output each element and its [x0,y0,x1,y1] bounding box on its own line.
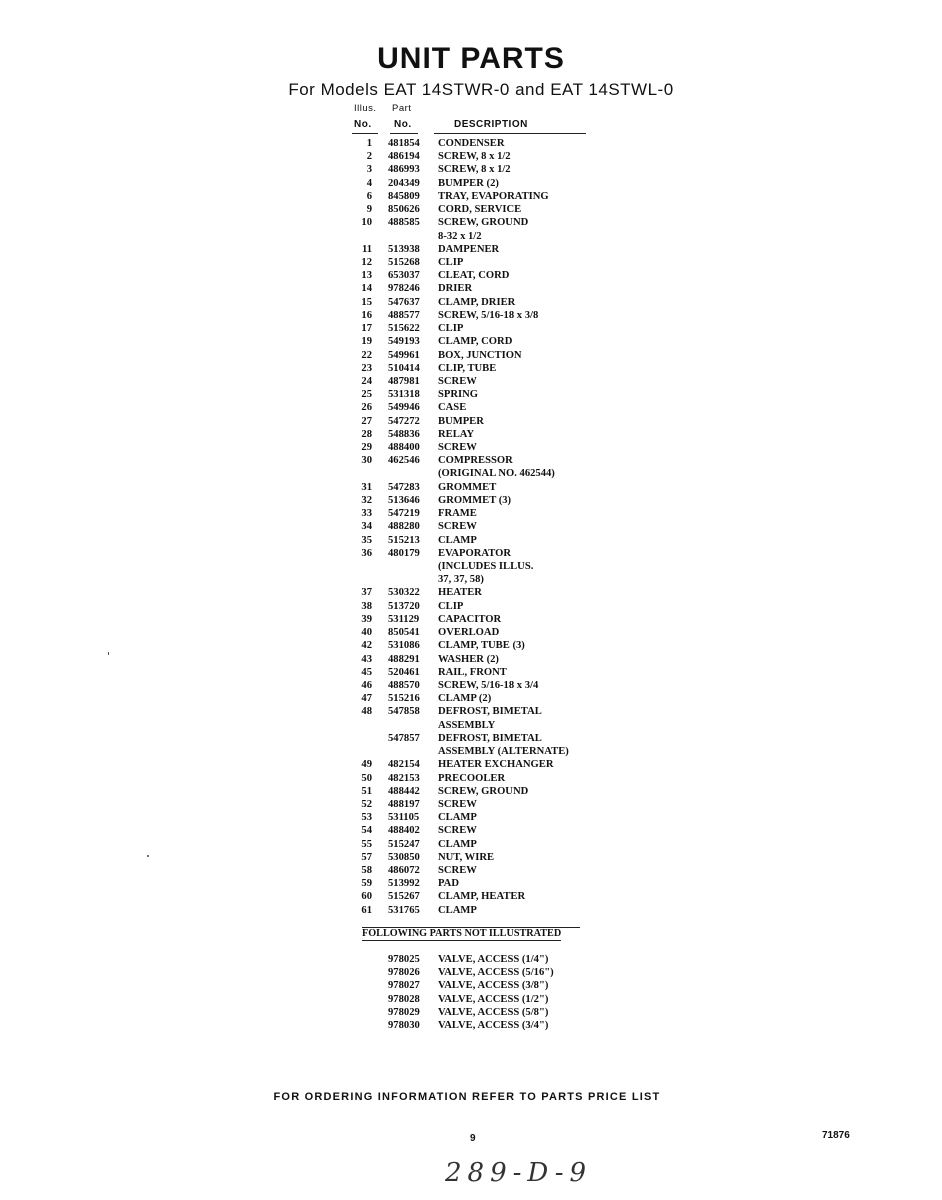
part-number: 515268 [388,256,420,268]
part-description: VALVE, ACCESS (5/16") [438,967,554,979]
part-description: SCREW [438,825,477,837]
illus-number: 11 [361,243,372,255]
table-row [354,798,594,811]
scan-speck [147,855,149,857]
illus-number: 9 [366,204,372,216]
part-description: SCREW, 8 x 1/2 [438,151,511,163]
part-description: CLAMP (2) [438,693,492,705]
part-number: 513720 [388,600,420,612]
part-description: BOX, JUNCTION [438,349,522,361]
part-number: 515267 [388,891,420,903]
illus-number: 53 [361,812,372,824]
part-number: 488570 [388,679,420,691]
part-number: 488577 [388,309,420,321]
table-row [354,745,594,758]
illus-number: 1 [366,138,372,149]
part-description: SCREW, 8 x 1/2 [438,164,511,176]
table-row [354,758,594,771]
page-subtitle: For Models EAT 14STWR-0 and EAT 14STWL-0 [288,80,674,99]
part-description: SCREW, GROUND [438,785,529,797]
table-row [354,137,594,150]
illus-number: 61 [361,904,372,916]
part-number: 488585 [388,217,420,229]
illus-number: 17 [361,323,372,335]
part-description: COMPRESSOR [438,455,513,467]
table-row [354,163,594,176]
part-number: 515216 [388,693,420,705]
part-description: OVERLOAD [438,627,500,639]
illus-number: 6 [366,190,372,202]
header-rule-desc [434,133,586,134]
table-row [354,732,594,745]
illus-number: 40 [361,627,372,639]
part-number: 547219 [388,508,420,520]
part-description: CORD, SERVICE [438,204,522,216]
illus-number: 35 [361,534,372,546]
table-row [354,375,594,388]
part-description: GROMMET (3) [438,494,512,506]
part-description: VALVE, ACCESS (3/4") [438,1020,549,1032]
table-row [354,335,594,348]
illus-number: 58 [361,865,372,877]
part-description: (INCLUDES ILLUS. [438,561,534,572]
part-description: CLIP [438,323,464,335]
part-description: CONDENSER [438,138,505,149]
part-number: 482153 [388,772,420,784]
table-row [354,864,594,877]
illus-number: 55 [361,838,372,850]
part-description: CLIP, TUBE [438,362,497,374]
part-description: CLEAT, CORD [438,270,510,282]
table-row [354,573,594,586]
part-description: CLIP [438,600,464,612]
part-description: ASSEMBLY [438,719,496,731]
table-row [354,838,594,851]
part-number: 204349 [388,177,420,189]
illus-number: 47 [361,693,372,705]
part-number: 978030 [388,1020,420,1032]
illus-number: 19 [361,336,372,348]
illus-number: 48 [361,706,372,718]
part-description: 37, 37, 58) [438,574,484,586]
document-number: 71876 [822,1130,850,1141]
part-description: ASSEMBLY (ALTERNATE) [438,746,569,758]
table-row [354,811,594,824]
part-number: 978025 [388,954,420,965]
part-number: 488442 [388,785,420,797]
part-description: DRIER [438,283,473,295]
illus-number: 46 [361,679,372,691]
part-description: SCREW [438,375,477,387]
table-row [354,520,594,533]
part-description: CLAMP [438,812,477,824]
table-row [354,388,594,401]
table-row [354,586,594,599]
table-row [354,890,594,903]
illus-number: 45 [361,666,372,678]
part-description: SCREW [438,798,477,810]
part-number: 547637 [388,296,420,308]
part-number: 531086 [388,640,420,652]
part-number: 978028 [388,993,420,1005]
part-number: 515622 [388,323,420,335]
illus-number: 31 [361,481,372,493]
part-description: HEATER EXCHANGER [438,759,554,771]
illus-number: 14 [361,283,372,295]
part-description: VALVE, ACCESS (3/8") [438,980,549,992]
part-description: DAMPENER [438,243,500,255]
illus-number: 27 [361,415,372,427]
part-description: SCREW [438,865,477,877]
part-description: WASHER (2) [438,653,499,665]
part-number: 531765 [388,904,420,916]
illus-number: 50 [361,772,372,784]
part-description: SCREW, 5/16-18 x 3/8 [438,309,539,321]
table-row [354,613,594,626]
handwritten-note: 289-D-9 [445,1158,593,1188]
table-row [354,692,594,705]
part-number: 488402 [388,825,420,837]
parts-list [354,137,594,917]
part-description: CLAMP, CORD [438,336,513,348]
part-description: CLAMP, TUBE (3) [438,640,525,652]
table-row [354,401,594,414]
part-description: VALVE, ACCESS (5/8") [438,1006,549,1018]
part-number: 531105 [388,812,420,824]
part-number: 549961 [388,349,420,361]
part-number: 978027 [388,980,420,992]
illus-number: 24 [361,375,372,387]
illus-number: 13 [361,270,372,282]
part-number: 486194 [388,151,420,163]
part-description: CLIP [438,256,464,268]
illus-number: 32 [361,494,372,506]
header-rule-part [390,133,418,134]
table-row [354,467,594,480]
part-number: 531129 [388,613,420,625]
part-description: HEATER [438,587,482,599]
table-row [354,190,594,203]
part-description: (ORIGINAL NO. 462544) [438,468,555,480]
illus-number: 37 [361,587,372,599]
part-number: 515247 [388,838,420,850]
header-illus-label: Illus. [354,103,377,114]
ordering-footer: FOR ORDERING INFORMATION REFER TO PARTS PRICE LIST [273,1091,661,1103]
illus-number: 2 [366,151,372,163]
part-number: 547272 [388,415,420,427]
table-row [354,269,594,282]
illus-number: 12 [361,256,372,268]
table-row [354,626,594,639]
table-row [354,428,594,441]
part-description: CLAMP, DRIER [438,296,516,308]
part-number: 520461 [388,666,420,678]
part-number: 978026 [388,967,420,979]
illus-number: 15 [361,296,372,308]
part-number: 547283 [388,481,420,493]
part-description: DEFROST, BIMETAL [438,706,542,718]
page-title: UNIT PARTS [377,42,565,75]
part-description: EVAPORATOR [438,547,511,559]
table-row [354,282,594,295]
part-number: 513992 [388,878,420,890]
table-row [354,243,594,256]
header-part-label: Part [392,103,412,114]
part-number: 480179 [388,547,420,559]
part-number: 549193 [388,336,420,348]
part-number: 513938 [388,243,420,255]
part-description: CAPACITOR [438,613,502,625]
illus-number: 4 [366,177,372,189]
table-row [354,560,594,573]
table-row [354,851,594,864]
part-description: PRECOOLER [438,772,506,784]
illus-number: 3 [366,164,372,176]
table-row [354,177,594,190]
part-description: RELAY [438,428,475,440]
table-row [354,534,594,547]
table-row [354,296,594,309]
following-parts-heading: FOLLOWING PARTS NOT ILLUSTRATED [362,928,562,939]
table-row [354,705,594,718]
header-description: DESCRIPTION [454,119,528,130]
part-number: 488400 [388,442,420,454]
part-number: 531318 [388,389,420,401]
part-number: 488291 [388,653,420,665]
part-description: TRAY, EVAPORATING [438,190,549,202]
table-row [354,230,594,243]
table-row [354,216,594,229]
part-description: SCREW, 5/16-18 x 3/4 [438,679,539,691]
illus-number: 59 [361,878,372,890]
illus-number: 49 [361,759,372,771]
illus-number: 51 [361,785,372,797]
part-description: SCREW [438,442,477,454]
header-part-no: No. [394,119,412,130]
table-row [354,481,594,494]
table-row [354,653,594,666]
table-row [354,600,594,613]
table-row [354,785,594,798]
part-number: 547857 [388,732,420,744]
part-description: SCREW, GROUND [438,217,529,229]
illus-number: 30 [361,455,372,467]
table-row [354,679,594,692]
part-description: GROMMET [438,481,497,493]
part-description: BUMPER (2) [438,177,499,189]
table-row [354,639,594,652]
part-number: 549946 [388,402,420,414]
part-number: 653037 [388,270,420,282]
table-row [354,441,594,454]
header-illus-no: No. [354,119,372,130]
part-description: FRAME [438,508,477,520]
table-row [354,494,594,507]
part-number: 486993 [388,164,420,176]
part-number: 548836 [388,428,420,440]
part-number: 486072 [388,865,420,877]
table-row [354,203,594,216]
table-row [354,904,594,917]
part-description: VALVE, ACCESS (1/4") [438,954,549,965]
part-description: PAD [438,878,459,890]
illus-number: 42 [361,640,372,652]
part-number: 513646 [388,494,420,506]
illus-number: 52 [361,798,372,810]
illus-number: 10 [361,217,372,229]
part-number: 850626 [388,204,420,216]
illus-number: 25 [361,389,372,401]
header-rule-no [352,133,378,134]
table-row [354,547,594,560]
part-number: 482154 [388,759,420,771]
table-row [354,349,594,362]
part-number: 850541 [388,627,420,639]
part-number: 488197 [388,798,420,810]
table-row [354,877,594,890]
table-row [354,507,594,520]
part-description: DEFROST, BIMETAL [438,732,542,744]
illus-number: 16 [361,309,372,321]
illus-number: 39 [361,613,372,625]
part-description: CLAMP, HEATER [438,891,526,903]
part-description: SPRING [438,389,479,401]
illus-number: 60 [361,891,372,903]
page-number: 9 [470,1133,476,1144]
illus-number: 54 [361,825,372,837]
part-number: 978029 [388,1006,420,1018]
table-row [354,454,594,467]
illus-number: 33 [361,508,372,520]
illus-number: 29 [361,442,372,454]
illus-number: 43 [361,653,372,665]
part-description: RAIL, FRONT [438,666,507,678]
table-row [354,309,594,322]
part-description: NUT, WIRE [438,851,495,863]
table-row [354,362,594,375]
table-row [354,666,594,679]
illus-number: 23 [361,362,372,374]
illus-number: 28 [361,428,372,440]
illus-number: 57 [361,851,372,863]
part-description: CLAMP [438,838,477,850]
part-description: 8-32 x 1/2 [438,230,482,242]
illus-number: 38 [361,600,372,612]
part-description: CLAMP [438,904,477,916]
part-number: 515213 [388,534,420,546]
illus-number: 34 [361,521,372,533]
table-row [354,322,594,335]
table-row [354,256,594,269]
table-row [354,772,594,785]
part-number: 510414 [388,362,420,374]
table-row [354,719,594,732]
table-row [354,415,594,428]
part-number: 530850 [388,851,420,863]
part-description: BUMPER [438,415,484,427]
part-number: 547858 [388,706,420,718]
table-row [354,150,594,163]
part-number: 488280 [388,521,420,533]
part-description: SCREW [438,521,477,533]
part-description: VALVE, ACCESS (1/2") [438,993,549,1005]
part-number: 978246 [388,283,420,295]
illus-number: 26 [361,402,372,414]
illus-number: 36 [361,547,372,559]
illus-number: 22 [361,349,372,361]
part-number: 481854 [388,138,420,149]
part-number: 845809 [388,190,420,202]
part-description: CASE [438,402,467,414]
part-number: 487981 [388,375,420,387]
part-description: CLAMP [438,534,477,546]
scan-speck [108,652,109,655]
part-number: 530322 [388,587,420,599]
table-row [354,824,594,837]
part-number: 462546 [388,455,420,467]
